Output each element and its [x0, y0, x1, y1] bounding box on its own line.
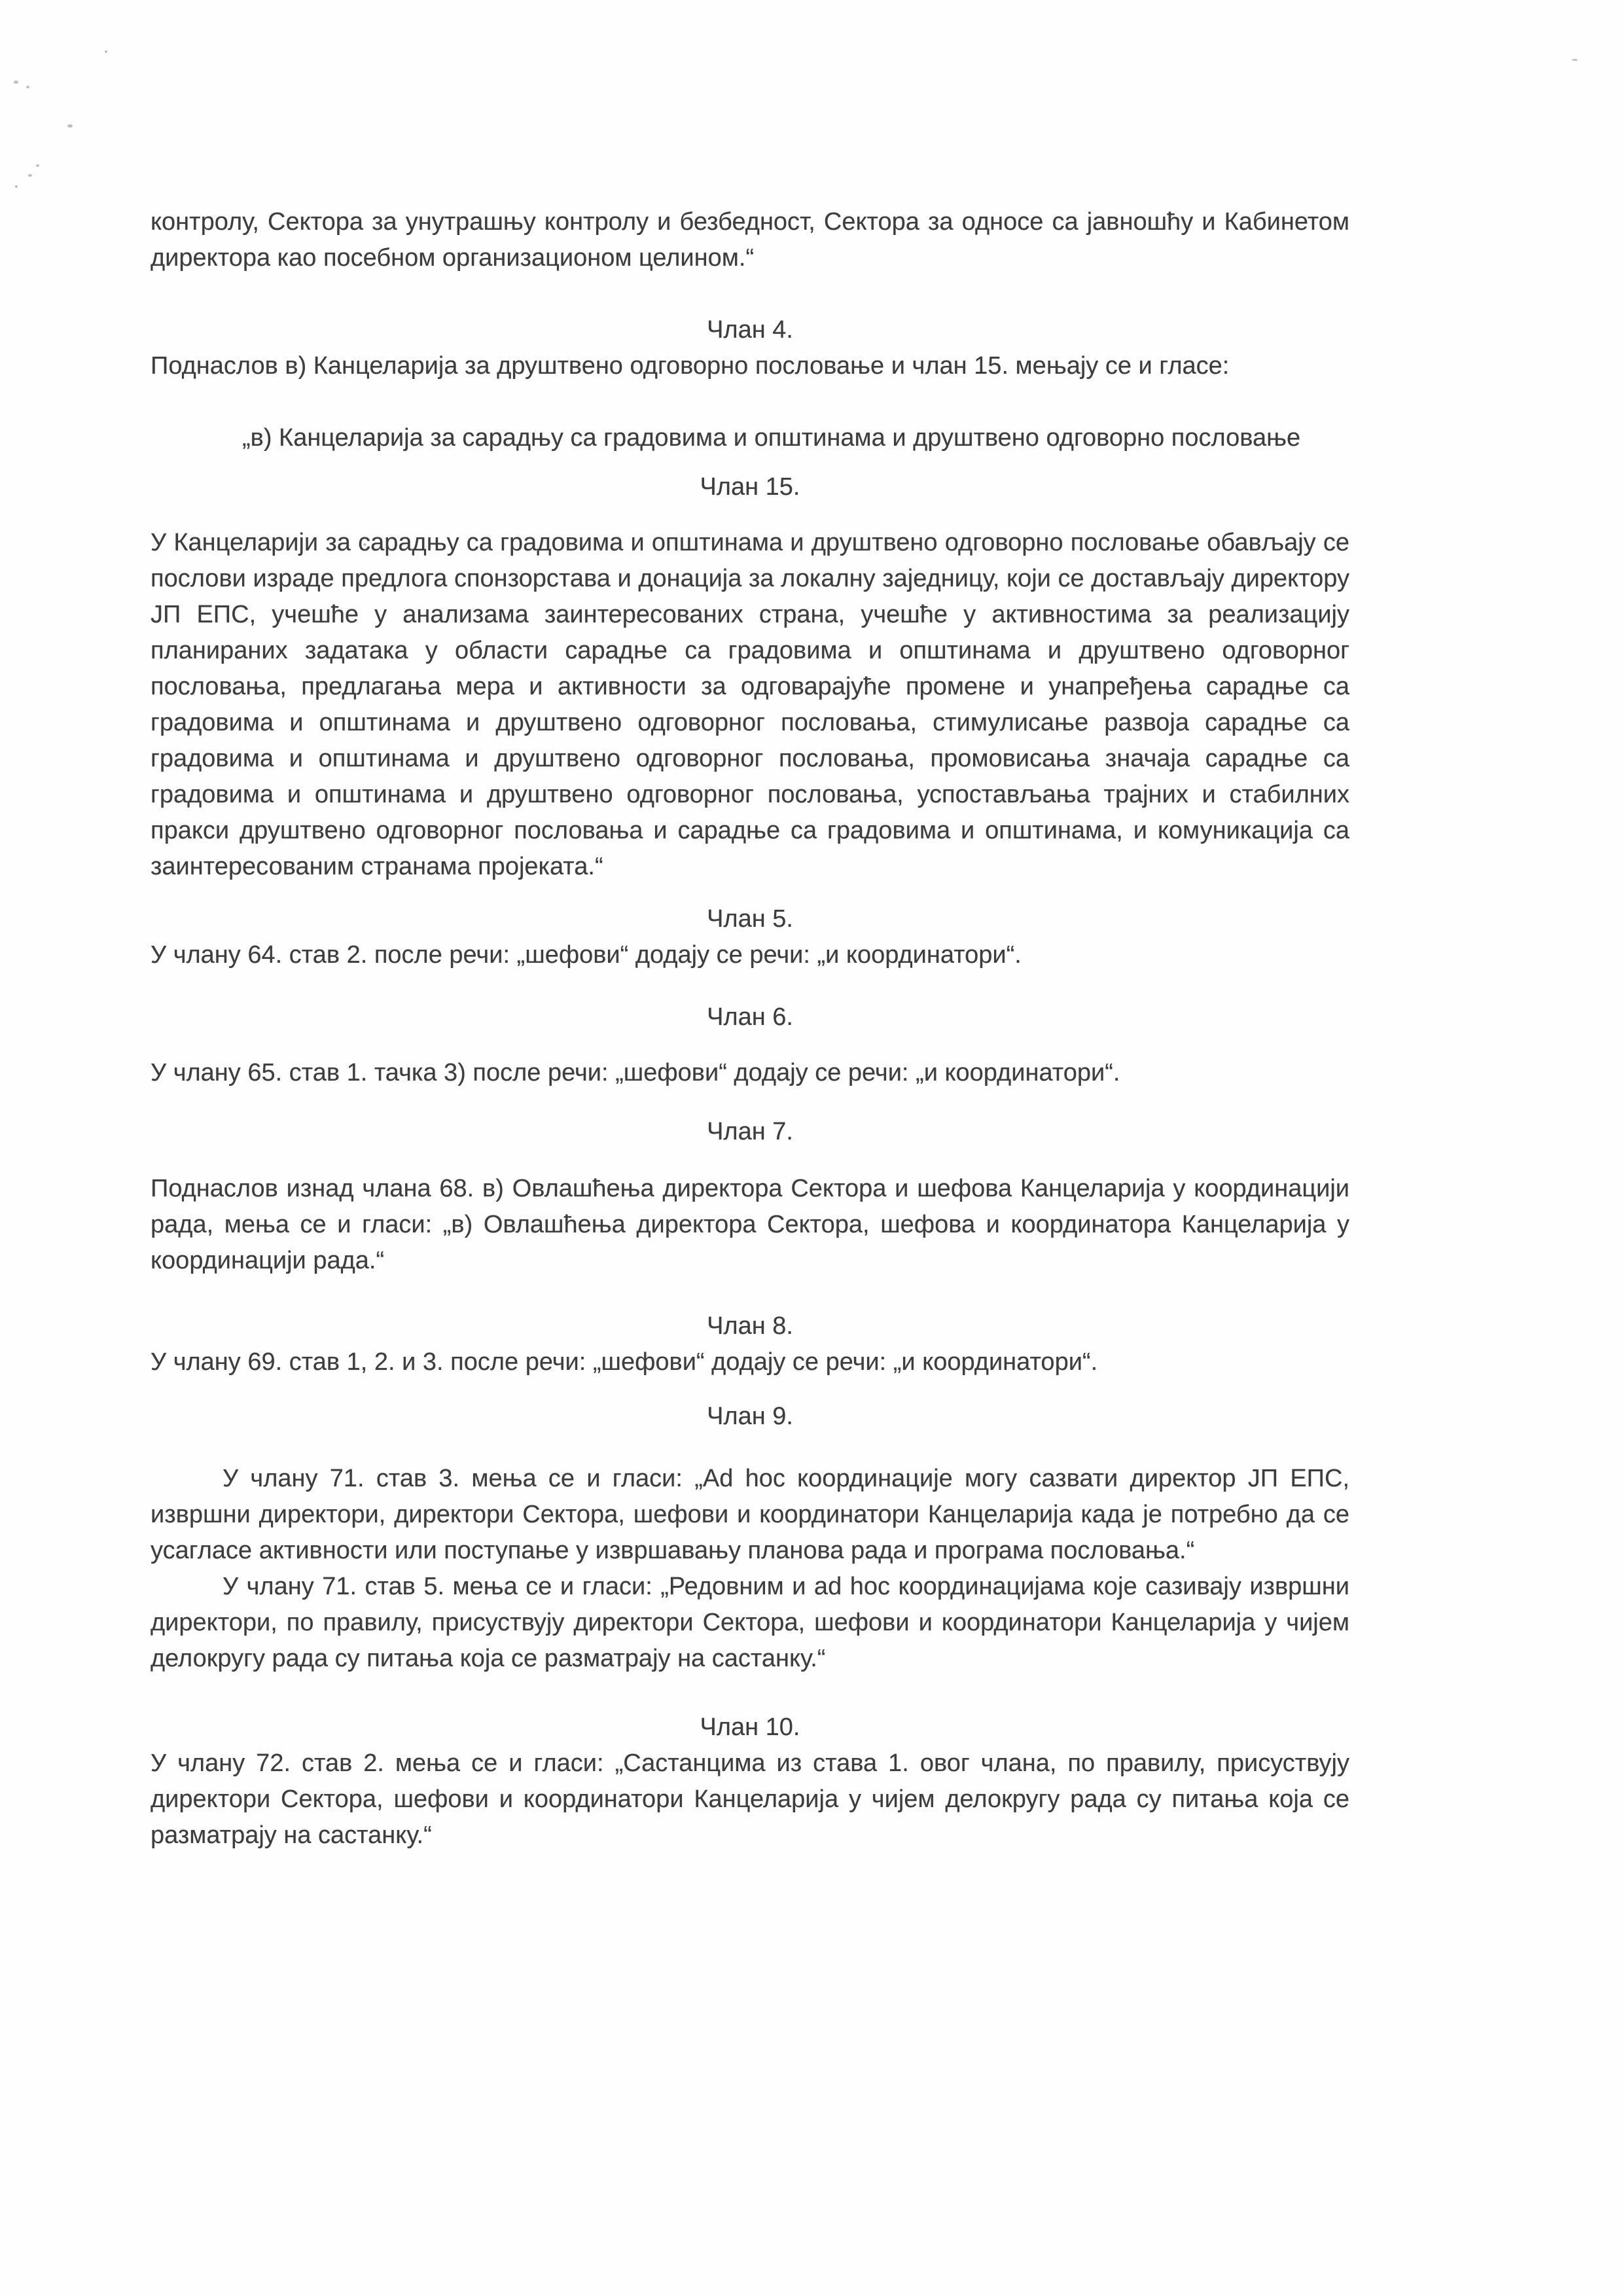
- paragraph: У члану 69. став 1, 2. и 3. после речи: „шефови“ додају се речи: „и координатори“.: [151, 1348, 1098, 1376]
- paragraph: Поднаслов изнад члана 68. в) Овлашћења директора Сектора и шефова Канцеларија у координацији рада, мења се и гласи: „в) Овлашћења директора Сектора, шефова и координатора Канцеларија у координацији рада.“: [151, 1175, 1349, 1274]
- article-heading-clan-6: Члан 6.: [707, 1003, 793, 1031]
- paragraph: У Канцеларији за сарадњу са градовима и општинама и друштвено одговорно пословање обављају се послови израде предлога спонзорстава и донација за локалну заједницу, који се достављају директору ЈП ЕПС, учешће у анализама заинтересованих страна, учешће у активностима за реализацију планираних задатака у области сарадње са градовима и општинама и друштвено одговорног пословања, предлагања мера и активности за одговарајуће промене и унапређења сарадње са градовима и општинама и друштвено одговорног пословања, стимулисање развоја сарадње са градовима и општинама и друштвено одговорног пословања, промовисања значаја сарадње са градовима и општинама и друштвено одговорног пословања, успостављања трајних и стабилних пракси друштвено одговорног пословања и сарадње са градовима и општинама, и комуникација са заинтересованим странама пројеката.“: [151, 529, 1349, 880]
- scan-speckle: [26, 86, 29, 88]
- article-heading-clan-4: Члан 4.: [707, 316, 793, 344]
- paragraph: У члану 72. став 2. мења се и гласи: „Састанцима из става 1. овог члана, по правилу, присуствују директори Сектора, шефови и координатори Канцеларија у чијем делокругу рада су питања која се разматрају на састанку.“: [151, 1749, 1349, 1849]
- paragraph: У члану 64. став 2. после речи: „шефови“ додају се речи: „и координатори“.: [151, 941, 1022, 969]
- paragraph: У члану 65. став 1. тачка 3) после речи: „шефови“ додају се речи: „и координатори“.: [151, 1059, 1120, 1086]
- document-body: [151, 204, 1349, 1854]
- article-heading-clan-9: Члан 9.: [707, 1403, 793, 1430]
- article-heading-clan-7: Члан 7.: [707, 1118, 793, 1145]
- scan-speckle: [28, 174, 32, 177]
- scan-speckle: [36, 164, 39, 167]
- scan-speckle: [1572, 59, 1578, 61]
- article-heading-clan-8: Члан 8.: [707, 1312, 793, 1340]
- paragraph: У члану 71. став 3. мења се и гласи: „Ad hoc координације могу сазвати директор ЈП ЕПС, извршни директори, директори Сектора, шефови и координатори Канцеларија када је потребно да се усагласе активности или поступање у извршавању планова рада и програма пословања.“: [151, 1465, 1349, 1564]
- paragraph: Поднаслов в) Канцеларија за друштвено одговорно пословање и члан 15. мењају се и гласе:: [151, 352, 1230, 380]
- scan-speckle: [67, 124, 73, 128]
- paragraph: У члану 71. став 5. мења се и гласи: „Редовним и ad hoc координацијама које сазивају извршни директори, по правилу, присуствују директори Сектора, шефови и координатори Канцеларија у чијем делокругу рада су питања која се разматрају на састанку.“: [151, 1573, 1349, 1672]
- paragraph: контролу, Сектора за унутрашњу контролу и безбедност, Сектора за односе са јавношћу и Кабинетом директора као посебном организационом целином.“: [151, 208, 1349, 272]
- article-heading-clan-15: Члан 15.: [700, 473, 800, 501]
- scan-speckle: [15, 185, 18, 188]
- paragraph: „в) Канцеларија за сарадњу са градовима и општинама и друштвено одговорно пословање: [242, 424, 1301, 452]
- scan-speckle: [105, 50, 107, 53]
- scan-speckle: [14, 81, 18, 84]
- article-heading-clan-10: Члан 10.: [700, 1713, 800, 1741]
- article-heading-clan-5: Члан 5.: [707, 905, 793, 933]
